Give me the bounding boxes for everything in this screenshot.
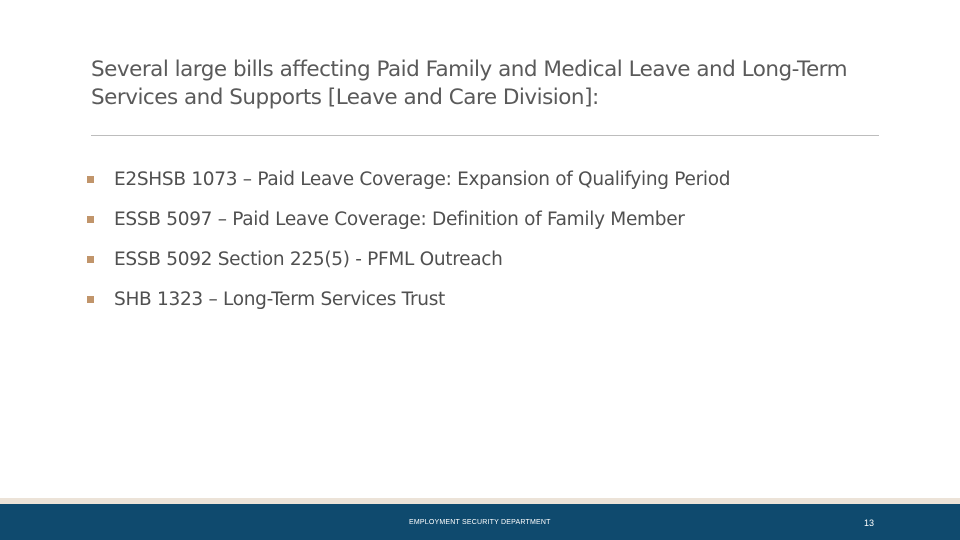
square-bullet-icon — [87, 296, 94, 303]
square-bullet-icon — [87, 256, 94, 263]
title-divider — [91, 135, 879, 136]
bullet-text: E2SHSB 1073 – Paid Leave Coverage: Expansion of Qualifying Period — [114, 168, 731, 190]
slide-title: Several large bills affecting Paid Family and Medical Leave and Long-Term Services and Supports [Leave and Care Division]: — [91, 57, 848, 110]
square-bullet-icon — [87, 216, 94, 223]
bullet-item — [87, 166, 730, 192]
bullet-text: ESSB 5097 – Paid Leave Coverage: Definition of Family Member — [114, 208, 685, 230]
bullet-list — [87, 166, 730, 326]
bullet-text: SHB 1323 – Long-Term Services Trust — [114, 288, 445, 310]
bullet-item — [87, 206, 730, 232]
bullet-item — [87, 246, 730, 272]
square-bullet-icon — [87, 176, 94, 183]
bullet-text: ESSB 5092 Section 225(5) - PFML Outreach — [114, 248, 503, 270]
page-number: 13 — [864, 518, 875, 528]
footer-organization: EMPLOYMENT SECURITY DEPARTMENT — [409, 519, 551, 526]
bullet-item — [87, 286, 730, 312]
